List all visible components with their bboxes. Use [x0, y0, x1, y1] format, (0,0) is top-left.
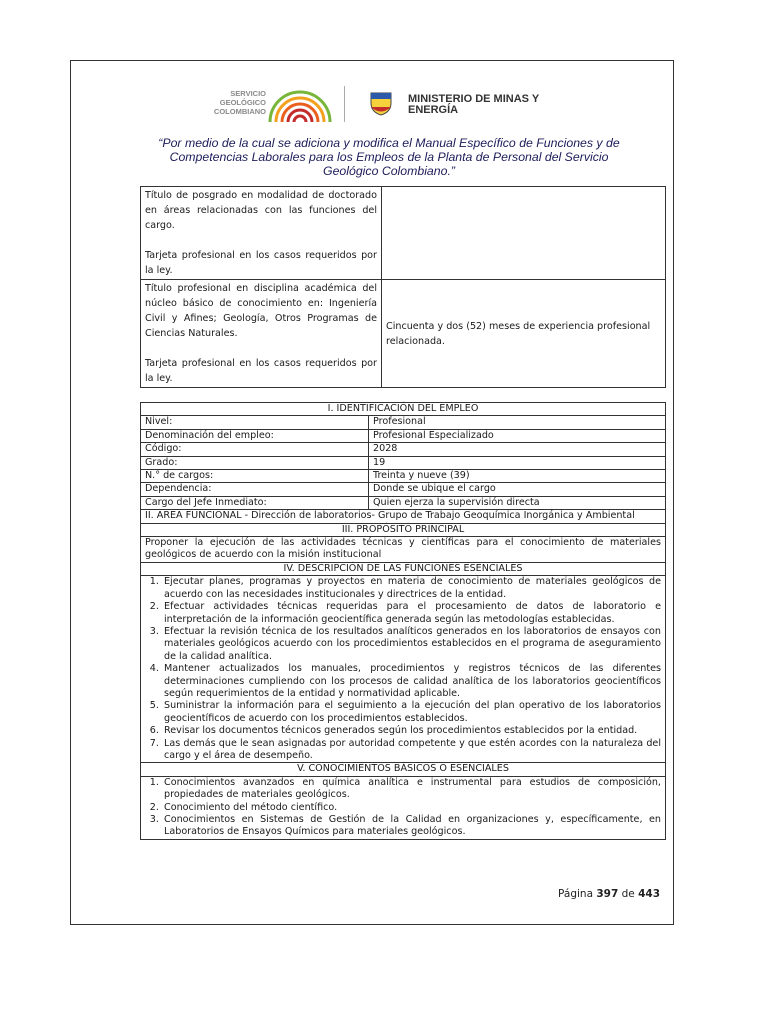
sgc-logo-line: GEOLÓGICO [219, 98, 266, 107]
list-item: 2. Efectuar actividades técnicas requeridas para el procesamiento de datos de laboratorio e interpretación de la información geocientífica generada según las metodologías establecidas. [162, 601, 661, 626]
list-item: 7. Las demás que le sean asignadas por autoridad competente y que estén acordes con la naturaleza del cargo y el área de desempeño. [162, 738, 661, 763]
field-value: Profesional Especializado [369, 429, 666, 442]
job-profile-table [140, 402, 666, 840]
colombia-shield-icon [368, 90, 394, 116]
table-row [141, 443, 666, 456]
field-value: 19 [369, 456, 666, 469]
functions-list [145, 576, 661, 762]
field-value: Profesional [369, 416, 666, 429]
experience-cell [382, 187, 666, 280]
field-label: N.° de cargos: [141, 470, 369, 483]
ministry-line: ENERGÍA [408, 104, 459, 116]
requirements-row [141, 280, 666, 388]
field-value: 2028 [369, 443, 666, 456]
field-label: Denominación del empleo: [141, 429, 369, 442]
sgc-logo-line: SERVICIO [230, 89, 266, 98]
page-word: Página [558, 888, 593, 900]
section-heading-knowledge: V. CONOCIMIENTOS BÁSICOS O ESENCIALES [141, 763, 666, 776]
field-value: Quien ejerza la supervisión directa [369, 496, 666, 509]
requirements-table [140, 186, 666, 388]
knowledge-cell [141, 776, 666, 839]
list-item: 1. Conocimientos avanzados en química analítica e instrumental para estudios de composición, propiedades de materiales geológicos. [162, 777, 661, 802]
field-label: Cargo del Jefe Inmediato: [141, 496, 369, 509]
table-row [141, 483, 666, 496]
table-row [141, 496, 666, 509]
education-cell [141, 187, 382, 280]
field-label: Código: [141, 443, 369, 456]
page-number [558, 888, 660, 900]
section-heading-purpose: III. PROPÓSITO PRINCIPAL [141, 523, 666, 536]
section-heading-functions: IV. DESCRIPCIÓN DE LAS FUNCIONES ESENCIALES [141, 562, 666, 575]
field-value: Donde se ubique el cargo [369, 483, 666, 496]
page-current: 397 [596, 888, 619, 900]
list-item: 4. Mantener actualizados los manuales, procedimientos y registros técnicos de las diferentes determinaciones cumpliendo con los procesos de calidad analítica de los laboratorios geocientíficos según requerimientos de la entidad y normatividad aplicable. [162, 663, 661, 700]
field-label: Nivel: [141, 416, 369, 429]
list-item: 1. Ejecutar planes, programas y proyectos en materia de conocimiento de materiales geológicos de acuerdo con las necesidades institucionales y directrices de la entidad. [162, 576, 661, 601]
education-cell [141, 280, 382, 388]
education-text: Tarjeta profesional en los casos requeridos por la ley. [145, 358, 377, 384]
logo-divider [344, 86, 345, 122]
experience-cell: Cincuenta y dos (52) meses de experiencia profesional relacionada. [382, 280, 666, 388]
requirements-row [141, 187, 666, 280]
field-label: Grado: [141, 456, 369, 469]
page-of: de [621, 888, 635, 900]
list-item: 6. Revisar los documentos técnicos generados según los procedimientos establecidos por la entidad. [162, 725, 661, 737]
knowledge-list [145, 777, 661, 839]
sgc-logo-line: COLOMBIANO [213, 107, 266, 116]
section-heading-identification: I. IDENTIFICACIÓN DEL EMPLEO [141, 403, 666, 416]
table-row [141, 470, 666, 483]
page-total: 443 [638, 888, 660, 900]
education-text: Título profesional en disciplina académica del núcleo básico de conocimiento en: Ingeniería Civil y Afines; Geología, Otros Programas de Ciencias Naturales. [145, 283, 377, 339]
purpose-text: Proponer la ejecución de las actividades técnicas y científicas para el conocimiento de materiales geológicos de acuerdo con la misión institucional [141, 537, 666, 563]
functions-cell [141, 576, 666, 763]
ministry-logo-text [408, 94, 539, 116]
table-row [141, 429, 666, 442]
list-item: 2. Conocimiento del método científico. [162, 802, 661, 814]
education-text: Tarjeta profesional en los casos requeridos por la ley. [145, 250, 377, 276]
sgc-spiral-logo-icon [204, 84, 334, 124]
area-funcional: II. AREA FUNCIONAL - Dirección de laboratorios- Grupo de Trabajo Geoquímica Inorgánica y Ambiental [141, 510, 666, 523]
ministry-line: MINISTERIO DE MINAS Y [408, 93, 540, 105]
field-label: Dependencia: [141, 483, 369, 496]
document-title: “Por medio de la cual se adiciona y modifica el Manual Específico de Funciones y de Competencias Laborales para los Empleos de la Planta de Personal del Servicio Geológico Colombiano.” [158, 136, 620, 178]
education-text: Título de posgrado en modalidad de doctorado en áreas relacionadas con las funciones del cargo. [145, 190, 377, 231]
list-item: 3. Efectuar la revisión técnica de los resultados analíticos generados en los laboratorios de ensayos con materiales geológicos acuerdo con los procedimientos establecidos en el programa de aseguramiento de la calidad analítica. [162, 626, 661, 663]
table-row [141, 416, 666, 429]
list-item: 3. Conocimientos en Sistemas de Gestión de la Calidad en organizaciones y, específicamente, en Laboratorios de Ensayos Químicos para materiales geológicos. [162, 814, 661, 839]
list-item: 5. Suministrar la información para el seguimiento a la ejecución del plan operativo de los laboratorios geocientíficos de acuerdo con los procedimientos establecidos. [162, 700, 661, 725]
field-value: Treinta y nueve (39) [369, 470, 666, 483]
table-row [141, 456, 666, 469]
